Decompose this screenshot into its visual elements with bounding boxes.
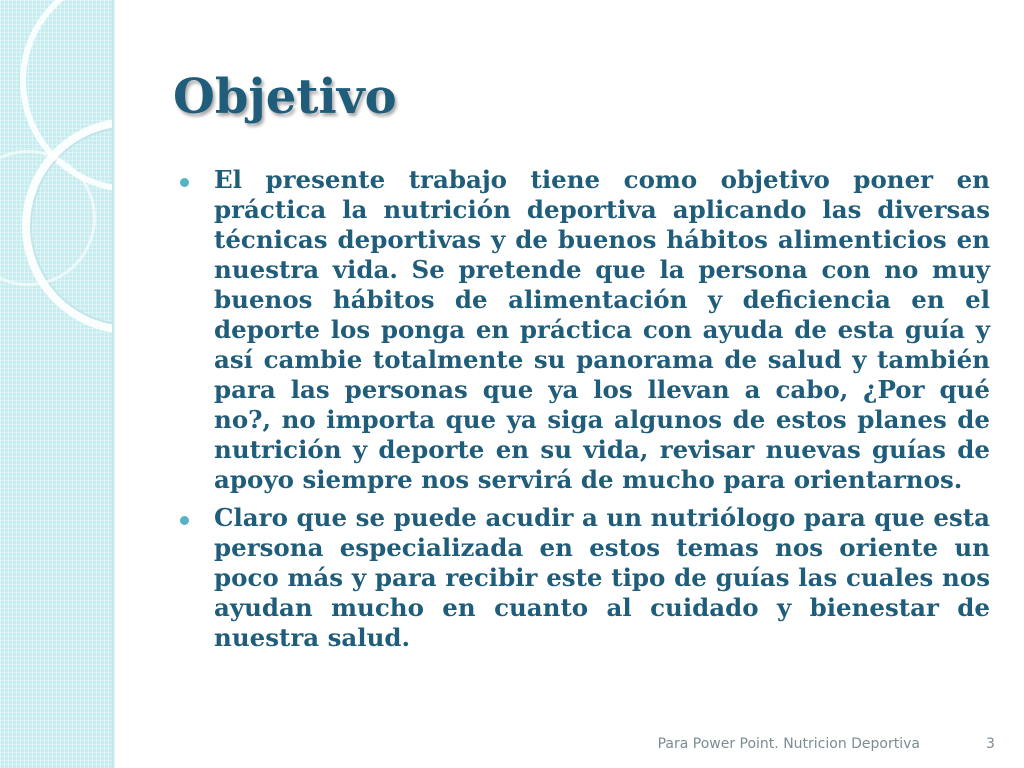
bullet-dot-icon bbox=[180, 178, 189, 187]
decorative-side-band bbox=[0, 0, 112, 768]
slide-body bbox=[178, 165, 990, 661]
footer-text: Para Power Point. Nutricion Deportiva bbox=[657, 736, 920, 752]
bullet-text: Claro que se puede acudir a un nutriólogo para que esta persona especializada en estos temas nos oriente un poco más y para recibir este tipo de guías las cuales nos ayudan mucho en cuanto al cuidado y bienestar de nuestra salud. bbox=[214, 503, 990, 652]
slide-title: Objetivo bbox=[173, 69, 397, 125]
side-band-edge bbox=[112, 0, 115, 768]
bullet-dot-icon bbox=[180, 516, 189, 525]
bullet-text: El presente trabajo tiene como objetivo poner en práctica la nutrición deportiva aplicando las diversas técnicas deportivas y de buenos hábitos alimenticios en nuestra vida. Se pretende que la persona con no muy buenos hábitos de alimentación y deficiencia en el deporte los ponga en práctica con ayuda de esta guía y así cambie totalmente su panorama de salud y también para las personas que ya los llevan a cabo, ¿Por qué no?, no importa que ya siga algunos de estos planes de nutrición y deporte en su vida, revisar nuevas guías de apoyo siempre nos servirá de mucho para orientarnos. bbox=[214, 165, 990, 494]
bullet-item bbox=[178, 503, 990, 653]
bullet-item bbox=[178, 165, 990, 495]
slide-number: 3 bbox=[986, 736, 995, 752]
